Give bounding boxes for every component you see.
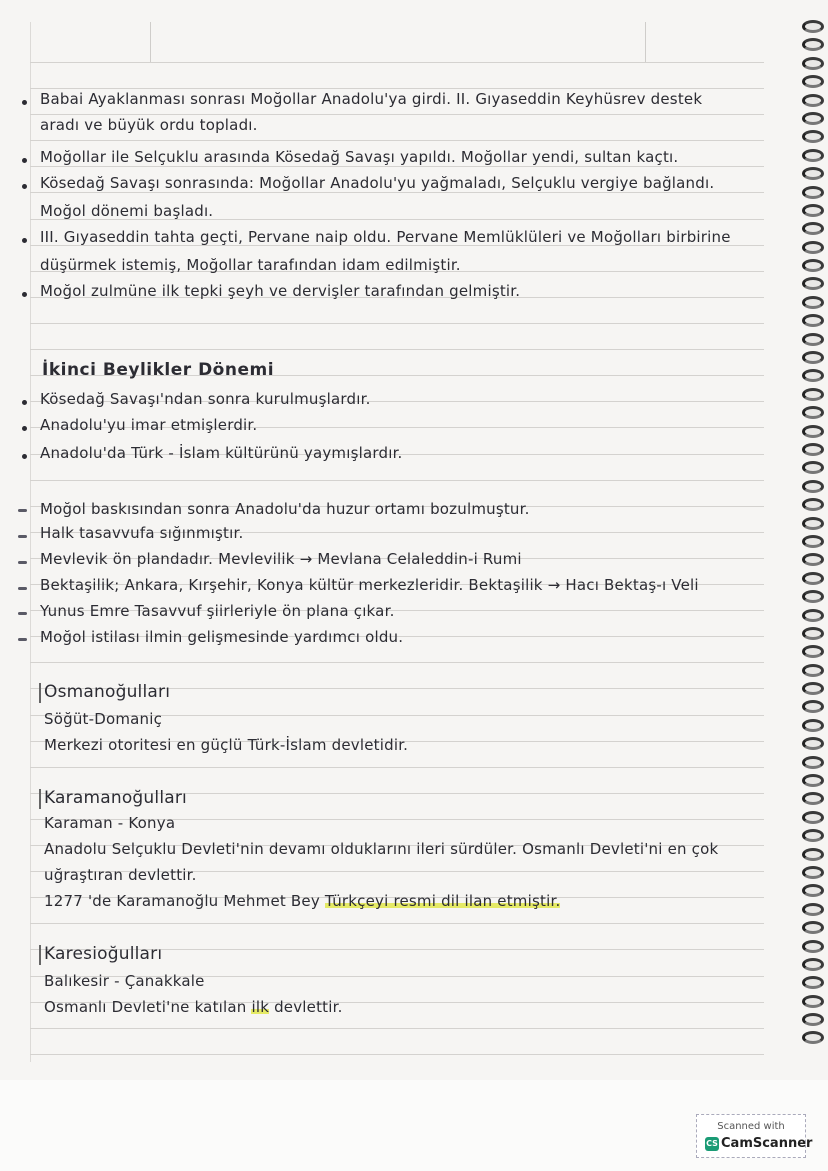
bullet — [22, 426, 27, 431]
camscanner-badge — [696, 1114, 813, 1158]
note-line: Babai Ayaklanması sonrası Moğollar Anadolu'ya girdi. II. Gıyaseddin Keyhüsrev destek — [40, 90, 703, 108]
binding-ring — [802, 130, 824, 143]
ruled-line — [30, 923, 764, 924]
ruled-line — [30, 140, 764, 141]
binding-ring — [802, 958, 824, 971]
binding-ring — [802, 921, 824, 934]
ruled-line — [30, 480, 764, 481]
bullet — [22, 238, 27, 243]
binding-ring — [802, 351, 824, 364]
note-line: Bektaşilik; Ankara, Kırşehir, Konya kültür merkezleridir. Bektaşilik → Hacı Bektaş-ı Veli — [40, 576, 699, 594]
ruled-line — [30, 662, 764, 663]
note-line: Moğol baskısından sonra Anadolu'da huzur ortamı bozulmuştur. — [40, 500, 530, 518]
margin-line — [30, 22, 31, 1062]
binding-ring — [802, 590, 824, 603]
binding-ring — [802, 222, 824, 235]
highlighted-text: Türkçeyi resmi dil ilan etmiştir. — [324, 892, 561, 910]
binding-ring — [802, 682, 824, 695]
bullet — [22, 100, 27, 105]
binding-ring — [802, 296, 824, 309]
binding-ring — [802, 829, 824, 842]
ruled-line — [30, 62, 764, 63]
note-text: devlettir. — [274, 998, 343, 1016]
ruled-line — [30, 1054, 764, 1055]
highlighted-text: ilk — [251, 998, 270, 1016]
binding-ring — [802, 259, 824, 272]
binding-ring — [802, 167, 824, 180]
note-text: 1277 'de Karamanoğlu Mehmet Bey — [44, 892, 320, 910]
binding-ring — [802, 38, 824, 51]
binding-ring — [802, 884, 824, 897]
binding-ring — [802, 406, 824, 419]
spiral-binding — [798, 20, 828, 1080]
binding-ring — [802, 645, 824, 658]
binding-ring — [802, 737, 824, 750]
binding-ring — [802, 425, 824, 438]
binding-ring — [802, 480, 824, 493]
note-line: Anadolu Selçuklu Devleti'nin devamı olduklarını ileri sürdüler. Osmanlı Devleti'ni en çok — [44, 840, 719, 858]
binding-ring — [802, 498, 824, 511]
note-line: Kösedağ Savaşı'ndan sonra kurulmuşlardır. — [40, 390, 371, 408]
binding-ring — [802, 609, 824, 622]
binding-ring — [802, 241, 824, 254]
binding-ring — [802, 314, 824, 327]
ruled-line — [30, 1028, 764, 1029]
beylik-title-karamanogullari: Karamanoğulları — [44, 788, 187, 808]
ruled-line — [30, 192, 764, 193]
note-line: Kösedağ Savaşı sonrasında: Moğollar Anadolu'yu yağmaladı, Selçuklu vergiye bağlandı. — [40, 174, 715, 192]
note-line: Söğüt-Domaniç — [44, 710, 163, 728]
binding-ring — [802, 995, 824, 1008]
bullet — [22, 454, 27, 459]
binding-ring — [802, 627, 824, 640]
camscanner-logo-icon: CS — [705, 1137, 719, 1151]
note-line: Merkezi otoritesi en güçlü Türk-İslam devletidir. — [44, 736, 409, 754]
dash-marker — [18, 587, 27, 590]
bullet — [22, 184, 27, 189]
binding-ring — [802, 277, 824, 290]
binding-ring — [802, 461, 824, 474]
binding-ring — [802, 553, 824, 566]
note-line: Karaman - Konya — [44, 814, 176, 832]
binding-ring — [802, 719, 824, 732]
badge-brand: CamScanner — [721, 1136, 813, 1151]
binding-ring — [802, 369, 824, 382]
ruled-line — [30, 323, 764, 324]
note-line: Mevlevik ön plandadır. Mevlevilik → Mevlana Celaleddin-i Rumi — [40, 550, 522, 568]
note-line: Halk tasavvufa sığınmıştır. — [40, 524, 244, 542]
note-line: Anadolu'yu imar etmişlerdir. — [40, 416, 258, 434]
note-line: Moğol dönemi başladı. — [40, 202, 214, 220]
binding-ring — [802, 811, 824, 824]
binding-ring — [802, 535, 824, 548]
bullet — [22, 158, 27, 163]
note-line: Yunus Emre Tasavvuf şiirleriyle ön plana çıkar. — [40, 602, 395, 620]
binding-ring — [802, 20, 824, 33]
ruled-line — [30, 114, 764, 115]
binding-ring — [802, 186, 824, 199]
note-line: uğraştıran devlettir. — [44, 866, 197, 884]
binding-ring — [802, 664, 824, 677]
dash-marker — [18, 638, 27, 641]
beylik-title-osmanogullari: Osmanoğulları — [44, 682, 171, 702]
note-line: aradı ve büyük ordu topladı. — [40, 116, 258, 134]
bullet — [22, 292, 27, 297]
bullet — [22, 400, 27, 405]
binding-ring — [802, 388, 824, 401]
binding-ring — [802, 149, 824, 162]
dash-marker — [18, 535, 27, 538]
binding-ring — [802, 94, 824, 107]
binding-ring — [802, 112, 824, 125]
note-line: Anadolu'da Türk - İslam kültürünü yaymışlardır. — [40, 444, 403, 462]
ruled-line — [30, 166, 764, 167]
binding-ring — [802, 756, 824, 769]
note-line: III. Gıyaseddin tahta geçti, Pervane naip oldu. Pervane Memlüklüleri ve Moğolları birbirine — [40, 228, 731, 246]
dash-marker — [18, 612, 27, 615]
note-line: Moğol zulmüne ilk tepki şeyh ve dervişler tarafından gelmiştir. — [40, 282, 521, 300]
ruled-line — [30, 767, 764, 768]
badge-caption: Scanned with — [717, 1121, 785, 1132]
note-line — [44, 892, 560, 910]
binding-ring — [802, 1013, 824, 1026]
ruled-line — [30, 349, 764, 350]
beylik-title-karesiogullari: Karesioğulları — [44, 944, 163, 964]
note-line: düşürmek istemiş, Moğollar tarafından idam edilmiştir. — [40, 256, 461, 274]
section-title: İkinci Beylikler Dönemi — [42, 360, 275, 380]
header-divider — [645, 22, 646, 62]
binding-ring — [802, 204, 824, 217]
dash-marker — [18, 509, 27, 512]
ruled-line — [30, 88, 764, 89]
binding-ring — [802, 1031, 824, 1044]
binding-ring — [802, 75, 824, 88]
binding-ring — [802, 572, 824, 585]
binding-ring — [802, 57, 824, 70]
binding-ring — [802, 333, 824, 346]
binding-ring — [802, 700, 824, 713]
dash-marker — [18, 561, 27, 564]
binding-ring — [802, 940, 824, 953]
note-text: Osmanlı Devleti'ne katılan — [44, 998, 247, 1016]
binding-ring — [802, 792, 824, 805]
binding-ring — [802, 848, 824, 861]
note-line — [44, 998, 343, 1016]
binding-ring — [802, 774, 824, 787]
binding-ring — [802, 866, 824, 879]
note-line: Balıkesir - Çanakkale — [44, 972, 205, 990]
binding-ring — [802, 517, 824, 530]
header-divider — [150, 22, 151, 62]
note-line: Moğol istilası ilmin gelişmesinde yardımcı oldu. — [40, 628, 404, 646]
note-line: Moğollar ile Selçuklu arasında Kösedağ Savaşı yapıldı. Moğollar yendi, sultan kaçtı. — [40, 148, 679, 166]
binding-ring — [802, 443, 824, 456]
binding-ring — [802, 903, 824, 916]
binding-ring — [802, 976, 824, 989]
